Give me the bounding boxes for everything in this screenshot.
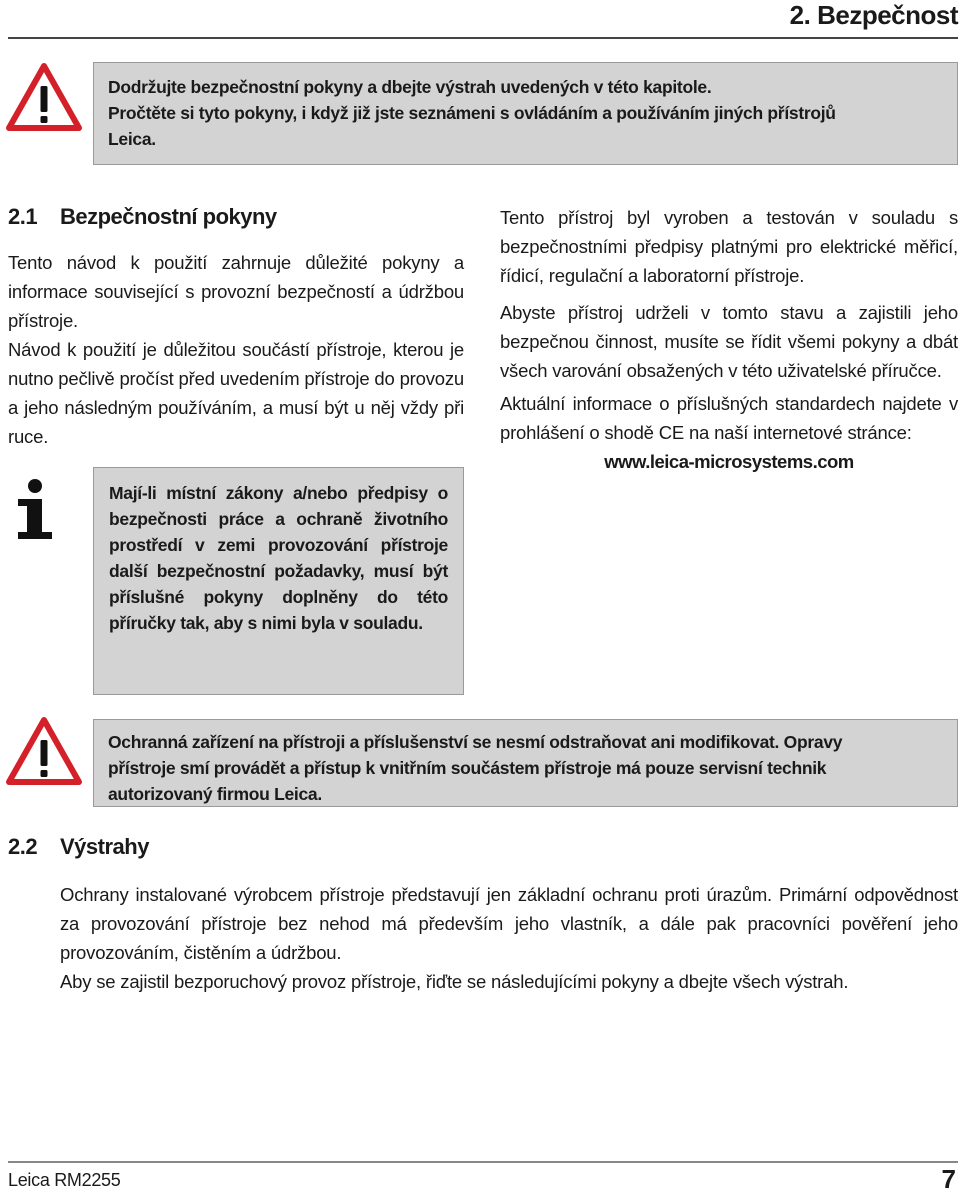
paragraph: Aby se zajistil bezporuchový provoz přístroje, řiďte se následujícími pokyny a dbejte všech výstrah. xyxy=(60,971,849,992)
website-link[interactable]: www.leica-microsystems.com xyxy=(604,451,854,472)
right-column xyxy=(500,203,958,476)
header-rule xyxy=(8,37,958,39)
chapter-title: 2. Bezpečnost xyxy=(789,0,958,30)
info-icon xyxy=(14,478,56,540)
warning-triangle-icon xyxy=(6,716,82,786)
safety-notice-box xyxy=(93,62,958,165)
footer-rule xyxy=(8,1161,958,1163)
paragraph: Tento přístroj byl vyroben a testován v souladu s bezpečnostními předpisy platnými pro elektrické měřicí, řídicí, regulační a laboratorní přístroje. xyxy=(500,207,958,286)
notice-line: přístroje smí provádět a přístup k vnitřním součástem přístroje má pouze servisní technik xyxy=(108,758,827,778)
paragraph: Tento návod k použití zahrnuje důležité pokyny a informace související s provozní bezpečností a údržbou přístroje. xyxy=(8,252,464,331)
notice-line: Dodržujte bezpečnostní pokyny a dbejte výstrah uvedených v této kapitole. xyxy=(108,77,712,97)
info-note-box xyxy=(93,467,464,695)
paragraph: Ochrany instalované výrobcem přístroje představují jen základní ochranu proti úrazům. Primární odpovědnost za provozování přístroje bez nehod má především jeho vlastník, a dále pak pracovníci pověření jeho provozováním, čistěním a údržbou. xyxy=(60,884,958,963)
section-body xyxy=(60,880,958,996)
notice-line: autorizovaný firmou Leica. xyxy=(108,784,322,804)
page-number: 7 xyxy=(941,1164,956,1194)
section-title: Bezpečnostní pokyny xyxy=(60,204,277,229)
info-note-text: Mají-li místní zákony a/nebo předpisy o bezpečnosti práce a ochraně životního prostředí v zemi provozování přístroje další bezpečnostní požadavky, musí být příslušné pokyny doplněny do této příručky tak, aby s nimi byla v souladu. xyxy=(109,483,448,633)
section-title: Výstrahy xyxy=(60,834,149,859)
footer-product: Leica RM2255 xyxy=(8,1170,121,1190)
section-heading xyxy=(8,834,149,860)
section-number: 2.2 xyxy=(8,834,38,859)
section-heading xyxy=(8,204,277,230)
paragraph: Abyste přístroj udrželi v tomto stavu a zajistili jeho bezpečnou činnost, musíte se řídit všemi pokyny a dbát všech varování obsažených v této uživatelské příručce. xyxy=(500,302,958,381)
warning-notice-box xyxy=(93,719,958,807)
notice-line: Ochranná zařízení na přístroji a příslušenství se nesmí odstraňovat ani modifikovat. Opravy xyxy=(108,732,843,752)
section-number: 2.1 xyxy=(8,204,38,229)
paragraph: Návod k použití je důležitou součástí přístroje, kterou je nutno pečlivě pročíst před uvedením přístroje do provozu a jeho následným používáním, a musí být u něj vždy při ruce. xyxy=(8,339,464,447)
warning-triangle-icon xyxy=(6,62,82,132)
section-body xyxy=(8,248,464,451)
notice-line: Pročtěte si tyto pokyny, i když již jste seznámeni s ovládáním a používáním jiných přístrojů xyxy=(108,103,836,123)
paragraph: Aktuální informace o příslušných standardech najdete v prohlášení o shodě CE na naší internetové stránce: xyxy=(500,393,958,443)
notice-line: Leica. xyxy=(108,129,156,149)
